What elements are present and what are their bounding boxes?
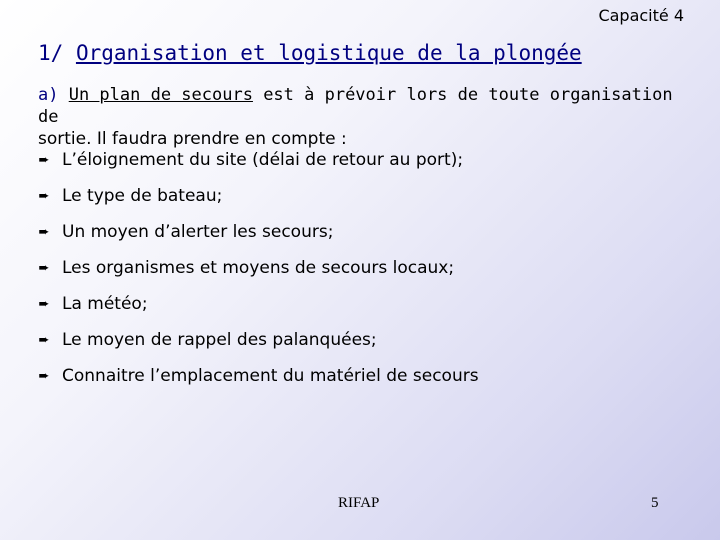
section-title [38,41,582,65]
intro-underlined: Un plan de secours [68,85,253,105]
list-item-text: La météo; [62,294,148,314]
intro-label: a) [38,85,69,105]
list-item-text: Connaitre l’emplacement du matériel de secours [62,366,479,386]
intro-line2: sortie. Il faudra prendre en compte : [38,129,347,149]
section-title-text: Organisation et logistique de la plongée [75,41,582,65]
arrow-bullet-icon: ➨ [38,188,50,204]
intro-rest: est à prévoir lors de toute organisation de [38,85,673,127]
list-item [34,286,684,322]
arrow-bullet-icon: ➨ [38,332,50,348]
arrow-bullet-icon: ➨ [38,152,50,168]
footer-text: RIFAP [338,495,380,511]
list-item [34,178,684,214]
page-number: 5 [651,495,659,511]
section-number: 1/ [38,41,76,65]
list-item-text: Un moyen d’alerter les secours; [62,222,334,242]
list-item [34,142,684,178]
arrow-bullet-icon: ➨ [38,260,50,276]
list-item-text: Le type de bateau; [62,186,223,206]
list-item [34,214,684,250]
intro-paragraph [38,84,678,150]
list-item-text: Les organismes et moyens de secours locaux; [62,258,455,278]
arrow-bullet-icon: ➨ [38,296,50,312]
list-item-text: L’éloignement du site (délai de retour au port); [62,150,464,170]
capacite-label: Capacité 4 [598,6,684,25]
list-item [34,322,684,358]
list-item [34,250,684,286]
arrow-bullet-icon: ➨ [38,224,50,240]
list-item-text: Le moyen de rappel des palanquées; [62,330,377,350]
arrow-bullet-icon: ➨ [38,368,50,384]
list-item [34,358,684,394]
bullet-list [34,142,684,394]
